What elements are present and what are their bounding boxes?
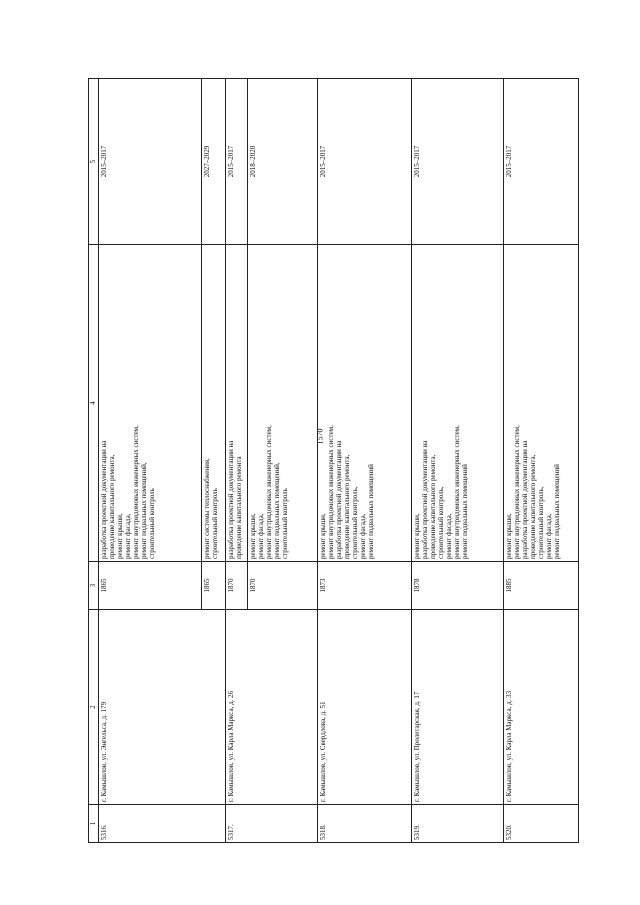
work-item: ремонт фасада, [256,513,265,559]
page-number: 1570 [315,428,325,445]
work-item: разработка проектной документации на [420,440,429,559]
row-works [504,245,579,562]
work-item: ремонт внутридомовых инженерных систем, [131,425,140,559]
work-item: ремонт подвальных помещений, [272,462,281,559]
work-item: ремонт внутридомовых инженерных систем, [452,425,461,559]
table-row [226,79,248,843]
row-address: г. Камышлов, ул. Карла Маркса, д. 33 [504,610,579,805]
row-year: 1870 [226,562,248,610]
work-item: строительный контроль, [350,486,359,559]
row-address: г. Камышлов, ул. Карла Маркса, д. 26 [226,610,318,805]
work-item: строительный контроль [280,488,289,559]
row-year: 1878 [412,562,504,610]
work-item: ремонт крыши, [318,513,327,559]
work-item: проведение капитального ремонта [234,456,243,559]
work-item: ремонт внутридомовых инженерных систем, [264,425,273,559]
work-item: ремонт подвальных помещений [367,464,376,559]
repair-schedule-table [88,78,579,843]
row-address: г. Камышлов, ул. Свердлова, д. 51 [318,610,412,805]
work-item: ремонт внутридомовых инженерных систем, [512,425,521,559]
work-item: разработка проектной документации на [520,440,529,559]
work-item: ремонт подвальных помещений [461,464,470,559]
row-period: 2015–2017 [99,79,202,245]
header-row [89,79,99,843]
row-works [248,245,318,562]
header-cell-address: 2 [89,610,99,805]
work-item: ремонт крыши, [115,513,124,559]
row-number: 5318. [318,805,412,843]
row-period: 2015–2017 [318,79,412,245]
row-works [226,245,248,562]
row-works [412,245,504,562]
work-item: строительный контроль [148,488,157,559]
work-item: проведение капитального ремонта, [528,454,537,559]
work-item: строительный контроль, [436,486,445,559]
row-number: 5317. [226,805,318,843]
row-period: 2027–2029 [202,79,226,245]
work-item: ремонт системы теплоснабжения, [202,458,211,559]
row-year: 1885 [504,562,579,610]
row-year: 1865 [99,562,202,610]
work-item: ремонт крыши, [248,513,257,559]
work-item: ремонт подвальных помещений [553,464,562,559]
work-item: ремонт фасада, [544,513,553,559]
work-item: строительный контроль, [536,486,545,559]
table-row [412,79,504,843]
work-item: разработка проектной документации на [226,440,235,559]
row-address: г. Камышлов, ул. Пролетарская, д. 17 [412,610,504,805]
header-cell-year: 3 [89,562,99,610]
work-item: проведение капитального ремонта, [342,454,351,559]
work-item: разработка проектной документации на [99,440,108,559]
work-item: ремонт фасада, [123,513,132,559]
table-row [318,79,412,843]
header-cell-period: 5 [89,79,99,245]
row-period: 2015–2017 [226,79,248,245]
work-item: ремонт внутридомовых инженерных систем, [326,425,335,559]
row-works [99,245,202,562]
table-body [99,79,579,843]
work-item: ремонт крыши, [412,513,421,559]
row-number: 5316. [99,805,226,843]
header-cell-num: 1 [89,805,99,843]
row-year: 1873 [318,562,412,610]
work-item: проведение капитального ремонта, [428,454,437,559]
work-item: ремонт подвальных помещений, [139,462,148,559]
row-year: 1865 [202,562,226,610]
work-item: ремонт фасада, [358,513,367,559]
work-item: строительный контроль [210,488,219,559]
row-works [315,245,412,562]
work-item: ремонт фасада, [444,513,453,559]
row-number: 5319. [412,805,504,843]
row-period: 2015–2017 [504,79,579,245]
row-works [202,245,226,562]
row-year: 1870 [248,562,318,610]
work-item: разработка проектной документации на [334,440,343,559]
row-period: 2015–2017 [412,79,504,245]
work-item: ремонт крыши, [504,513,513,559]
row-address: г. Камышлов, ул. Энгельса, д. 179 [99,610,226,805]
header-cell-works: 4 [89,245,99,562]
row-number: 5320. [504,805,579,843]
table-row [99,79,202,843]
row-period: 2018–2020 [248,79,318,245]
rotated-table-wrapper [88,79,577,843]
work-item: проведение капитального ремонта, [107,454,116,559]
table-row [504,79,579,843]
